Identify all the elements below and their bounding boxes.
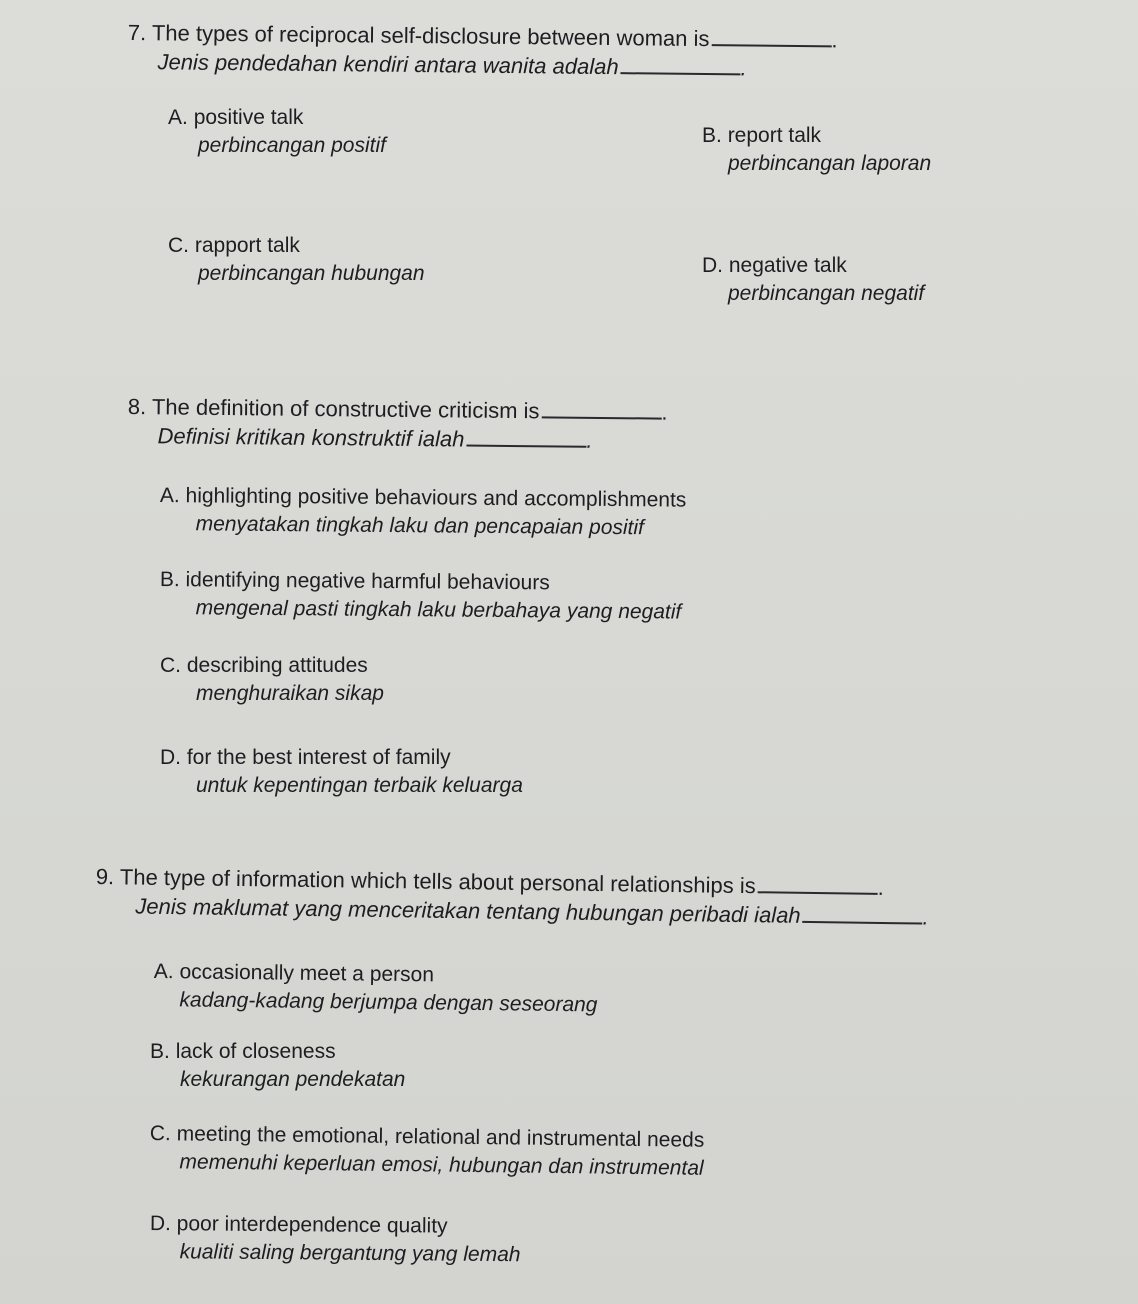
option-text-en: negative talk (728, 254, 847, 277)
option-text-en: rapport talk (194, 234, 300, 257)
answer-blank (711, 44, 831, 47)
option-text-en: meeting the emotional, relational and instrumental needs (176, 1122, 705, 1152)
option-text-my: perbincangan positif (198, 134, 386, 157)
question-text-my: Jenis maklumat yang menceritakan tentang hubungan peribadi ialah (135, 893, 801, 928)
option-text-my: kualiti saling bergantung yang lemah (179, 1240, 521, 1267)
option-text-my: perbincangan laporan (728, 152, 932, 175)
option-7d[interactable]: D. negative talk perbincangan negatif (702, 252, 924, 308)
question-9: 9. The type of information which tells about personal relationships is . Jenis maklumat yang menceritakan tentang hubungan peribadi ialah . (95, 863, 929, 930)
option-text-en: report talk (727, 124, 822, 147)
option-text-en: positive talk (193, 106, 304, 129)
option-9b[interactable]: B. lack of closeness kekurangan pendekatan (150, 1038, 405, 1094)
option-text-en: occasionally meet a person (179, 960, 435, 987)
question-number: 8. (127, 393, 147, 420)
option-text-en: describing attitudes (186, 654, 368, 677)
question-number: 9. (95, 863, 115, 890)
question-text-my: Definisi kritikan konstruktif ialah (157, 423, 465, 452)
option-8a[interactable]: A. highlighting positive behaviours and accomplishments menyatakan tingkah laku dan pencapaian positif (160, 482, 687, 543)
answer-blank (758, 891, 878, 895)
option-text-my: perbincangan hubungan (198, 262, 425, 285)
question-text-en: The types of reciprocal self-disclosure between woman is (151, 20, 710, 52)
question-7: 7. The types of reciprocal self-disclosure between woman is . Jenis pendedahan kendiri antara wanita adalah . (127, 19, 838, 81)
option-9a[interactable]: A. occasionally meet a person kadang-kadang berjumpa dengan seseorang (153, 958, 598, 1019)
option-text-en: identifying negative harmful behaviours (185, 568, 550, 595)
answer-blank (541, 416, 661, 419)
option-text-en: lack of closeness (175, 1040, 336, 1063)
option-text-my: menyatakan tingkah laku dan pencapaian positif (195, 512, 645, 540)
answer-blank (803, 921, 923, 925)
option-9c[interactable]: C. meeting the emotional, relational and instrumental needs memenuhi keperluan emosi, hubungan dan instrumental (149, 1120, 704, 1183)
option-text-my: memenuhi keperluan emosi, hubungan dan instrumental (179, 1150, 704, 1180)
option-8d[interactable]: D. for the best interest of family untuk kepentingan terbaik keluarga (160, 744, 523, 800)
option-7a[interactable]: A. positive talk perbincangan positif (168, 104, 386, 160)
option-text-en: poor interdependence quality (176, 1212, 448, 1238)
option-8b[interactable]: B. identifying negative harmful behaviours mengenal pasti tingkah laku berbahaya yang negatif (160, 566, 682, 627)
option-8c[interactable]: C. describing attitudes menghuraikan sikap (160, 652, 384, 708)
option-text-my: kadang-kadang berjumpa dengan seseorang (179, 988, 598, 1017)
option-text-en: for the best interest of family (186, 746, 451, 769)
question-text-en: The definition of constructive criticism is (151, 394, 540, 424)
option-text-my: kekurangan pendekatan (180, 1068, 406, 1091)
option-7c[interactable]: C. rapport talk perbincangan hubungan (168, 232, 425, 288)
option-text-en: highlighting positive behaviours and accomplishments (185, 484, 687, 512)
option-text-my: perbincangan negatif (728, 282, 925, 305)
question-text-my: Jenis pendedahan kendiri antara wanita adalah (157, 49, 619, 80)
answer-blank (466, 445, 586, 448)
question-8: 8. The definition of constructive criticism is . Definisi kritikan konstruktif ialah . (127, 393, 668, 453)
option-text-my: untuk kepentingan terbaik keluarga (196, 774, 523, 797)
question-text-en: The type of information which tells about personal relationships is (119, 864, 756, 899)
option-text-my: menghuraikan sikap (196, 682, 384, 705)
option-text-my: mengenal pasti tingkah laku berbahaya yang negatif (195, 596, 682, 624)
option-7b[interactable]: B. report talk perbincangan laporan (702, 122, 931, 178)
answer-blank (621, 72, 741, 75)
option-9d[interactable]: D. poor interdependence quality kualiti saling bergantung yang lemah (150, 1210, 521, 1269)
question-number: 7. (127, 19, 147, 46)
